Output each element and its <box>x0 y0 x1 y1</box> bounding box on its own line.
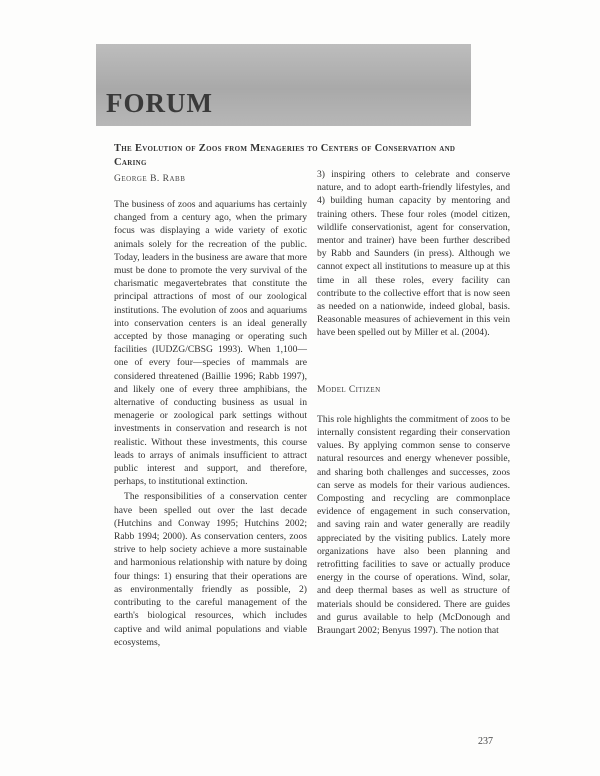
body-paragraph: The business of zoos and aquariums has certainly changed from a century ago, when the primary focus was displaying a wide variety of exotic animals solely for the recreation of the public. Today, leaders in the business are aware that more must be done to promote the very survival of the charismatic megavertebrates that constitute the principal attractions of most of our zoological institutions. The evolution of zoos and aquariums into conservation centers is an ideal generally accepted by those managing or operating such facilities (IUDZG/CBSG 1993). When 1,100—one of every four—species of mammals are considered threatened (Baillie 1996; Rabb 1997), and likely one of every three amphibians, the alternative of conducting business as usual in menagerie or zoological park settings without investments in conservation and research is not realistic. Without these investments, this course leads to arrays of animals insufficient to attract public interest and support, and therefore, perhaps, to institutional extinction. <box>114 199 307 488</box>
left-column <box>114 198 307 649</box>
article-author: George B. Rabb <box>114 174 186 184</box>
section-heading: Model Citizen <box>317 384 381 395</box>
body-paragraph: This role highlights the commitment of zoos to be internally consistent regarding their conservation values. By applying common sense to conserve natural resources and energy whenever possible, and sharing both challenges and successes, zoos can serve as models for their various audiences. Composting and recycling are commonplace evidence of engagement in such conservation, and saving rain and water generally are readily appreciated by the visiting publics. Lately more organizations have also been planning and retrofitting facilities to save or actually produce energy in the course of operations. Wind, solar, and deep thermal bases as well as structure of materials should be considered. There are guides and gurus available to help (McDonough and Braungart 2002; Benyus 1997). The notion that <box>317 413 510 637</box>
body-paragraph: 3) inspiring others to celebrate and conserve nature, and to adopt earth-friendly lifestyles, and 4) building human capacity by mentoring and training others. These four roles (model citizen, wildlife conservationist, agent for conservation, mentor and trainer) have been further described by Rabb and Saunders (in press). Although we cannot expect all institutions to measure up at this time in all these roles, every facility can contribute to the collective effort that is now seen as needed on a nationwide, indeed global, basis. Reasonable measures of achievement in this vein have been spelled out by Miller et al. (2004). <box>317 169 510 339</box>
right-column <box>317 168 510 637</box>
body-paragraph: The responsibilities of a conservation center have been spelled out over the last decade (Hutchins and Conway 1995; Hutchins 2002; Rabb 1994; 2000). As conservation centers, zoos strive to help society achieve a more sustainable and harmonious relationship with nature by doing four things: 1) ensuring that their operations are as environmentally friendly as possible, 2) contributing to the careful management of the earth's biological resources, which includes captive and wild animal populations and viable ecosystems, <box>114 491 307 648</box>
section-title: FORUM <box>106 88 213 118</box>
article-title: The Evolution of Zoos from Menageries to Centers of Conservation and Caring <box>114 143 456 168</box>
page-number: 237 <box>478 736 493 747</box>
